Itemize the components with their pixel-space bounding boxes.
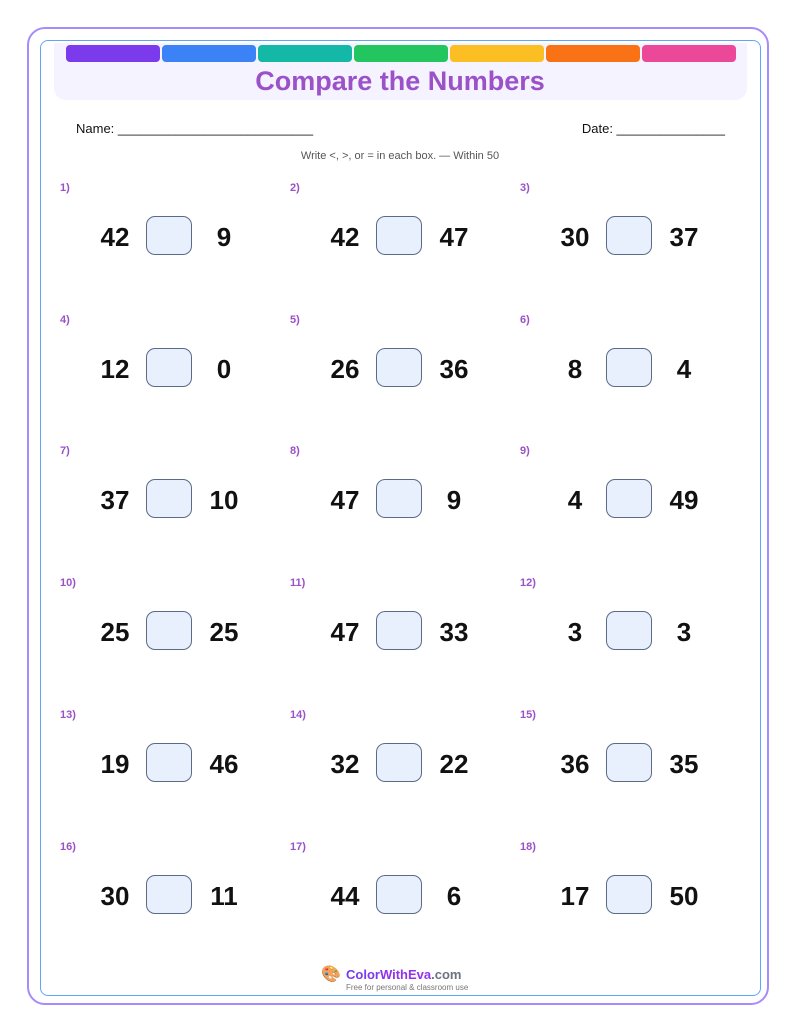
stripe	[450, 45, 544, 62]
page-title: Compare the Numbers	[255, 66, 545, 96]
left-number: 4	[567, 485, 583, 515]
problem	[60, 314, 290, 434]
answer-box[interactable]	[606, 611, 652, 650]
left-number: 3	[567, 617, 583, 647]
problem	[60, 182, 290, 302]
right-number: 36	[439, 354, 469, 384]
left-number: 12	[100, 354, 130, 384]
problem	[290, 709, 520, 829]
left-number: 19	[100, 749, 130, 779]
right-number: 22	[439, 749, 469, 779]
left-number: 30	[560, 222, 590, 252]
answer-box[interactable]	[146, 743, 192, 782]
answer-box[interactable]	[376, 743, 422, 782]
problem	[520, 314, 750, 434]
brand-part: WithEva	[379, 967, 432, 982]
right-number: 9	[216, 222, 232, 252]
problem-number: 14)	[290, 709, 306, 721]
left-number: 42	[330, 222, 360, 252]
answer-box[interactable]	[606, 348, 652, 387]
problem-number: 6)	[520, 314, 530, 326]
problem-number: 17)	[290, 841, 306, 853]
problem-number: 11)	[290, 577, 306, 589]
problem-number: 2)	[290, 182, 300, 194]
right-number: 10	[209, 485, 239, 515]
answer-box[interactable]	[146, 875, 192, 914]
problem-number: 10)	[60, 577, 76, 589]
answer-box[interactable]	[146, 611, 192, 650]
problem	[60, 445, 290, 565]
answer-box[interactable]	[606, 743, 652, 782]
answer-box[interactable]	[376, 479, 422, 518]
problem-number: 15)	[520, 709, 536, 721]
answer-box[interactable]	[146, 348, 192, 387]
stripe	[546, 45, 640, 62]
footer-tagline: Free for personal & classroom use	[346, 983, 469, 992]
problem-number: 13)	[60, 709, 76, 721]
problem-number: 1)	[60, 182, 70, 194]
answer-box[interactable]	[146, 479, 192, 518]
problem	[290, 445, 520, 565]
problem-number: 16)	[60, 841, 76, 853]
problem	[290, 314, 520, 434]
problem	[290, 577, 520, 697]
answer-box[interactable]	[606, 875, 652, 914]
problem-number: 5)	[290, 314, 300, 326]
left-number: 30	[100, 881, 130, 911]
problem	[520, 709, 750, 829]
problem	[520, 577, 750, 697]
left-number: 47	[330, 485, 360, 515]
left-number: 17	[560, 881, 590, 911]
right-number: 0	[216, 354, 232, 384]
right-number: 6	[446, 881, 462, 911]
name-field[interactable]: Name: ___________________________	[76, 121, 314, 136]
problem	[60, 709, 290, 829]
stripe	[258, 45, 352, 62]
right-number: 47	[439, 222, 469, 252]
problem-number: 12)	[520, 577, 536, 589]
stripe	[354, 45, 448, 62]
answer-box[interactable]	[146, 216, 192, 255]
left-number: 37	[100, 485, 130, 515]
right-number: 50	[669, 881, 699, 911]
answer-box[interactable]	[376, 348, 422, 387]
problem	[520, 182, 750, 302]
brand-part: .com	[431, 967, 462, 982]
right-number: 46	[209, 749, 239, 779]
answer-box[interactable]	[606, 479, 652, 518]
problem-number: 8)	[290, 445, 300, 457]
problem-number: 4)	[60, 314, 70, 326]
date-field[interactable]: Date: _______________	[581, 121, 725, 136]
left-number: 25	[100, 617, 130, 647]
left-number: 36	[560, 749, 590, 779]
stripe	[66, 45, 160, 62]
answer-box[interactable]	[606, 216, 652, 255]
right-number: 11	[210, 881, 238, 911]
answer-box[interactable]	[376, 216, 422, 255]
instructions: Write <, >, or = in each box. — Within 50	[300, 150, 500, 162]
right-number: 3	[676, 617, 692, 647]
brand-link[interactable]	[346, 967, 461, 982]
right-number: 37	[669, 222, 699, 252]
problem	[290, 182, 520, 302]
left-number: 26	[330, 354, 360, 384]
left-number: 42	[100, 222, 130, 252]
right-number: 9	[446, 485, 462, 515]
right-number: 4	[676, 354, 692, 384]
left-number: 8	[567, 354, 583, 384]
problem	[520, 445, 750, 565]
right-number: 35	[669, 749, 699, 779]
problem-number: 18)	[520, 841, 536, 853]
answer-box[interactable]	[376, 875, 422, 914]
color-stripes	[66, 45, 736, 62]
problem-number: 7)	[60, 445, 70, 457]
left-number: 44	[330, 881, 360, 911]
problem	[60, 841, 290, 961]
answer-box[interactable]	[376, 611, 422, 650]
stripe	[162, 45, 256, 62]
problem	[290, 841, 520, 961]
palette-icon: 🎨	[321, 966, 341, 983]
right-number: 49	[669, 485, 699, 515]
right-number: 33	[439, 617, 469, 647]
left-number: 47	[330, 617, 360, 647]
problem-number: 9)	[520, 445, 530, 457]
right-number: 25	[209, 617, 239, 647]
problem	[520, 841, 750, 961]
problem	[60, 577, 290, 697]
problem-number: 3)	[520, 182, 530, 194]
brand-part: Color	[346, 967, 380, 982]
left-number: 32	[330, 749, 360, 779]
stripe	[642, 45, 736, 62]
